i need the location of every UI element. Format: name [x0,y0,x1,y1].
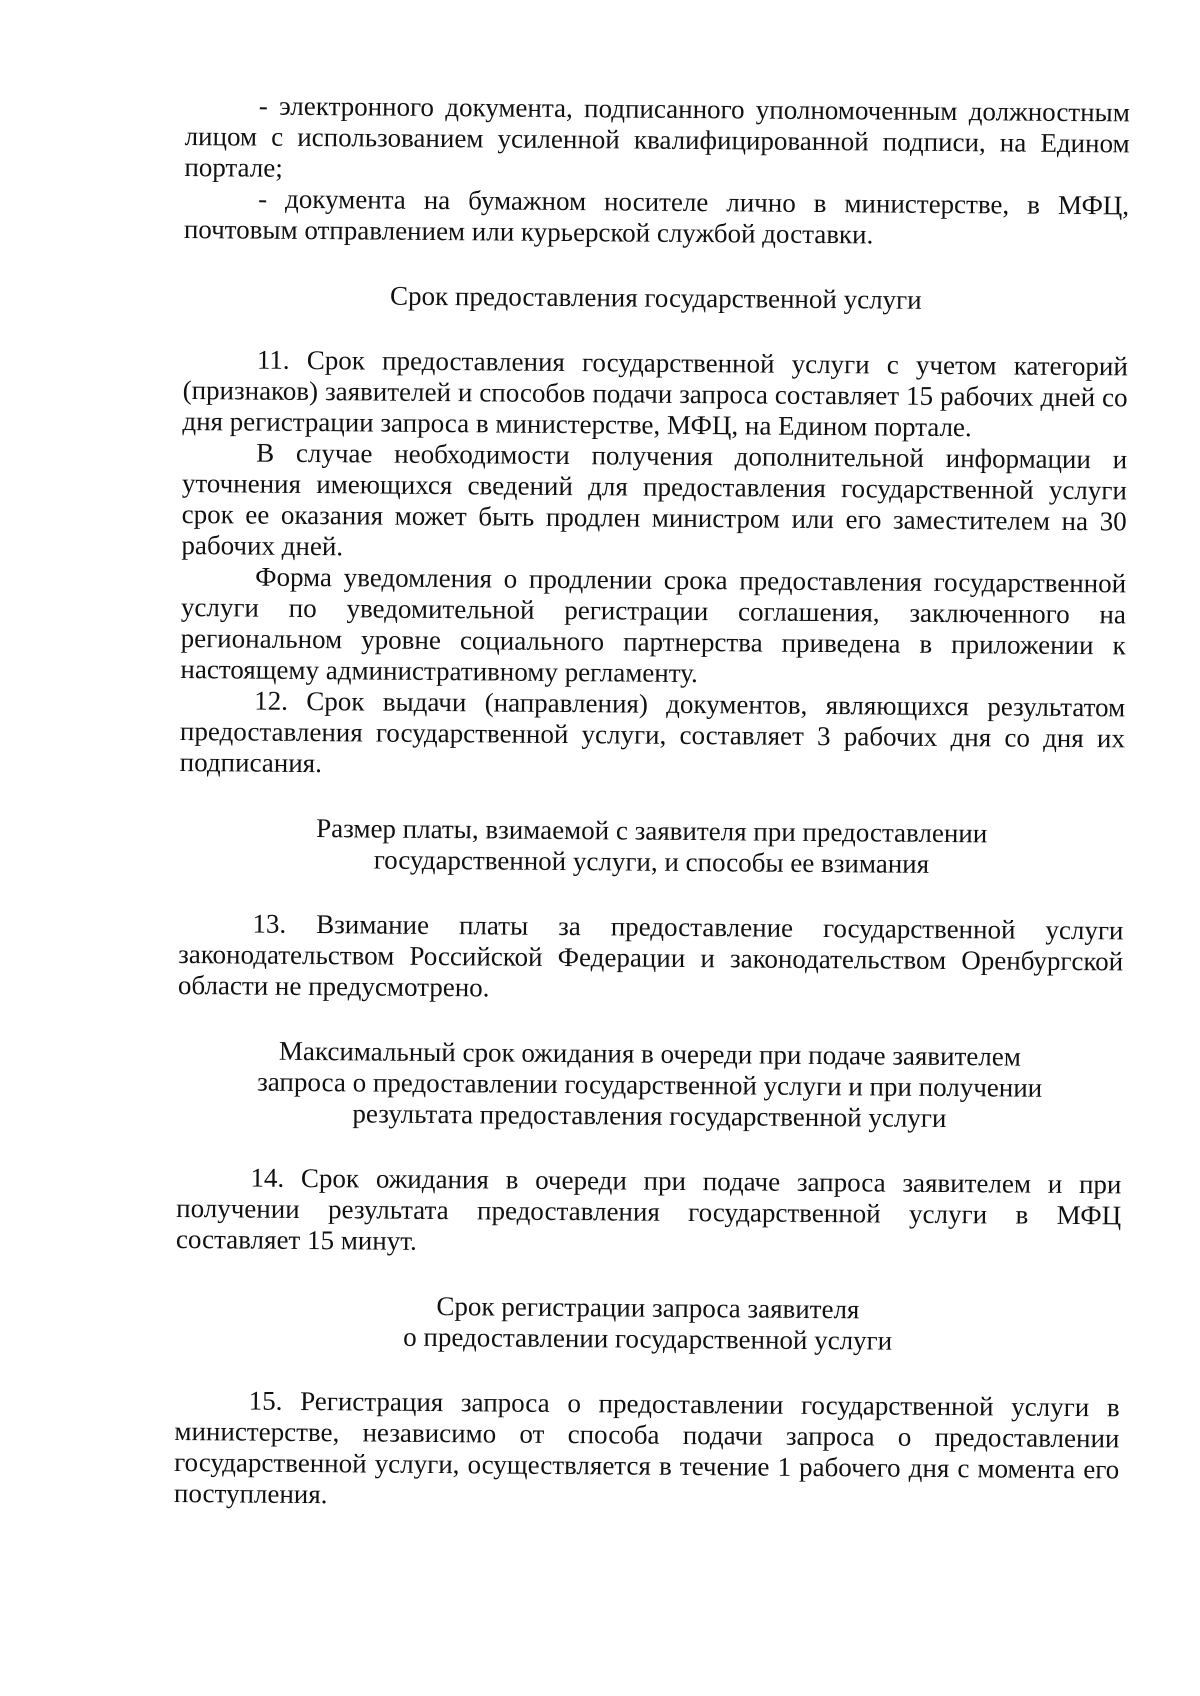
document-body [174,90,1130,1516]
intro-paragraph-paper: - документа на бумажном носителе лично в министерстве, в МФЦ, почтовым отправлением или курьерской службой доставки. [183,183,1130,250]
section-heading-line: результата предоставления государственной услуги [352,1098,947,1134]
paragraph-15: 15. Регистрация запроса о предоставлении государственной услуги в министерстве, независимо от способа подачи запроса о предоставлении государственной услуги, осуществляется в течение 1 рабочего дня с момента его поступления. [173,1385,1120,1510]
intro-paragraph-electronic: - электронного документа, подписанного уполномоченным должностным лицом с использованием усиленной квалифицированной подписи, на Едином портале; [184,90,1130,183]
section-heading-queue [177,1035,1123,1135]
paragraph-14: 14. Срок ожидания в очереди при подаче запроса заявителем и при получении результата предоставления государственной услуги в МФЦ составляет 15 минут. [175,1162,1122,1256]
section-heading-line: Максимальный срок ожидания в очереди при подаче заявителем [278,1035,1022,1072]
section-heading-line: о предоставлении государственной услуги [403,1321,893,1356]
section-heading-line: запроса о предоставлении государственной услуги и при получении [257,1066,1043,1103]
paragraph-13: 13. Взимание платы за предоставление государственной услуги законодательством Российской Федерации и законодательством Оренбургской области не предусмотрено. [177,908,1124,1003]
section-heading-fee [179,812,1124,881]
paragraph-11: 11. Срок предоставления государственной услуги с учетом категорий (признаков) заявителей и способов подачи запроса составляет 15 рабочих дней со дня регистрации запроса в министерстве, МФЦ, на Едином портале. [182,344,1128,443]
paragraph-notification-form: Форма уведомления о продлении срока предоставления государственной услуги по уведомительной регистрации соглашения, заключенного на региональном уровне социального партнерства приведена в приложении к настоящему административному регламенту. [180,561,1127,689]
section-heading-line: Размер платы, взимаемой с заявителя при предоставлении [316,813,988,849]
section-heading-line: государственной услуги, и способы ее взимания [373,844,930,879]
paragraph-12: 12. Срок выдачи (направления) документов, являющихся результатом предоставления государственной услуги, составляет 3 рабочих дня со дня их подписания. [179,685,1126,779]
section-heading-registration [175,1289,1120,1358]
paragraph-extension: В случае необходимости получения дополнительной информации и уточнения имеющихся сведений для предоставления государственной услуги срок ее оказания может быть продлен министром или его заместителем на 30 рабочих дней. [181,437,1128,562]
section-heading-line: Срок регистрации запроса заявителя [436,1291,860,1325]
section-heading-line: Срок предоставления государственной услуги [389,280,922,315]
